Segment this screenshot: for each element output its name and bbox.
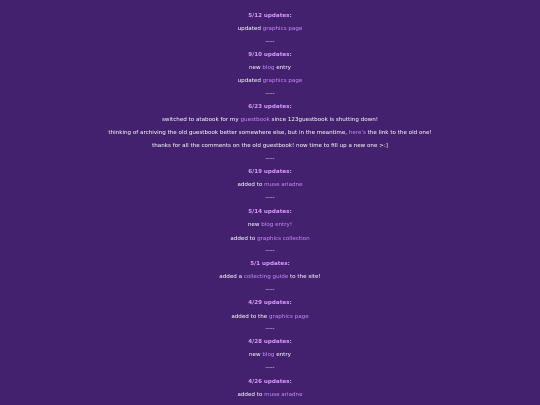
update-link[interactable]: graphics page (262, 26, 303, 32)
separator: ----- (265, 326, 275, 332)
update-text: entry (274, 65, 291, 71)
update-link[interactable]: here's (348, 130, 366, 136)
update-text: entry (274, 352, 291, 358)
update-link[interactable]: muse ariadne (264, 182, 303, 188)
update-item (0, 65, 540, 72)
update-link[interactable]: muse ariadne (264, 392, 303, 398)
update-link[interactable]: blog entry! (261, 222, 293, 228)
update-heading: 6/23 updates: (248, 104, 292, 110)
separator: ----- (265, 287, 275, 293)
update-link[interactable]: collecting guide (243, 274, 289, 280)
separator: ----- (265, 195, 275, 201)
update-text: added a (219, 274, 244, 280)
update-link[interactable]: graphics collection (257, 236, 310, 242)
update-item (0, 130, 540, 137)
update-link[interactable]: blog (262, 65, 275, 71)
update-item (0, 143, 540, 150)
separator: ----- (265, 91, 275, 97)
update-text: updated (237, 78, 263, 84)
update-text: added to (230, 236, 258, 242)
update-heading: 4/26 updates: (248, 379, 292, 385)
update-text: to the site! (288, 274, 321, 280)
update-heading: 4/28 updates: (248, 339, 292, 345)
update-text: updated (237, 26, 263, 32)
update-text: since 123guestbook is shutting down! (269, 117, 378, 123)
update-heading: 5/14 updates: (248, 209, 292, 215)
update-text: thanks for all the comments on the old guestbook! now time to fill up a new one >:] (152, 143, 388, 149)
separator: ----- (265, 365, 275, 371)
separator: ----- (265, 39, 275, 45)
update-text: added to the (231, 314, 269, 320)
update-text: added to (237, 392, 265, 398)
update-item (0, 392, 540, 399)
update-text: the link to the old one! (365, 130, 432, 136)
update-text: new (249, 65, 263, 71)
update-heading: 4/29 updates: (248, 300, 292, 306)
update-item (0, 78, 540, 85)
update-item (0, 182, 540, 189)
update-heading: 6/19 updates: (248, 169, 292, 175)
update-link[interactable]: blog (262, 352, 275, 358)
update-link[interactable]: graphics page (268, 314, 309, 320)
update-item (0, 236, 540, 243)
update-item (0, 222, 540, 229)
update-item (0, 26, 540, 33)
update-text: switched to atabook for my (161, 117, 241, 123)
update-heading: 9/10 updates: (248, 52, 292, 58)
update-heading: 5/12 updates: (248, 13, 292, 19)
update-link[interactable]: graphics page (262, 78, 303, 84)
update-item (0, 314, 540, 321)
update-item (0, 274, 540, 281)
update-text: thinking of archiving the old guestbook better somewhere else, but in the meantime, (108, 130, 349, 136)
update-text: new (249, 352, 263, 358)
update-heading: 5/1 updates: (250, 261, 290, 267)
update-text: new (247, 222, 262, 228)
update-text: added to (237, 182, 265, 188)
separator: ----- (265, 156, 275, 162)
update-link[interactable]: guestbook (240, 117, 270, 123)
update-item (0, 117, 540, 124)
update-item (0, 352, 540, 359)
separator: ----- (265, 248, 275, 254)
